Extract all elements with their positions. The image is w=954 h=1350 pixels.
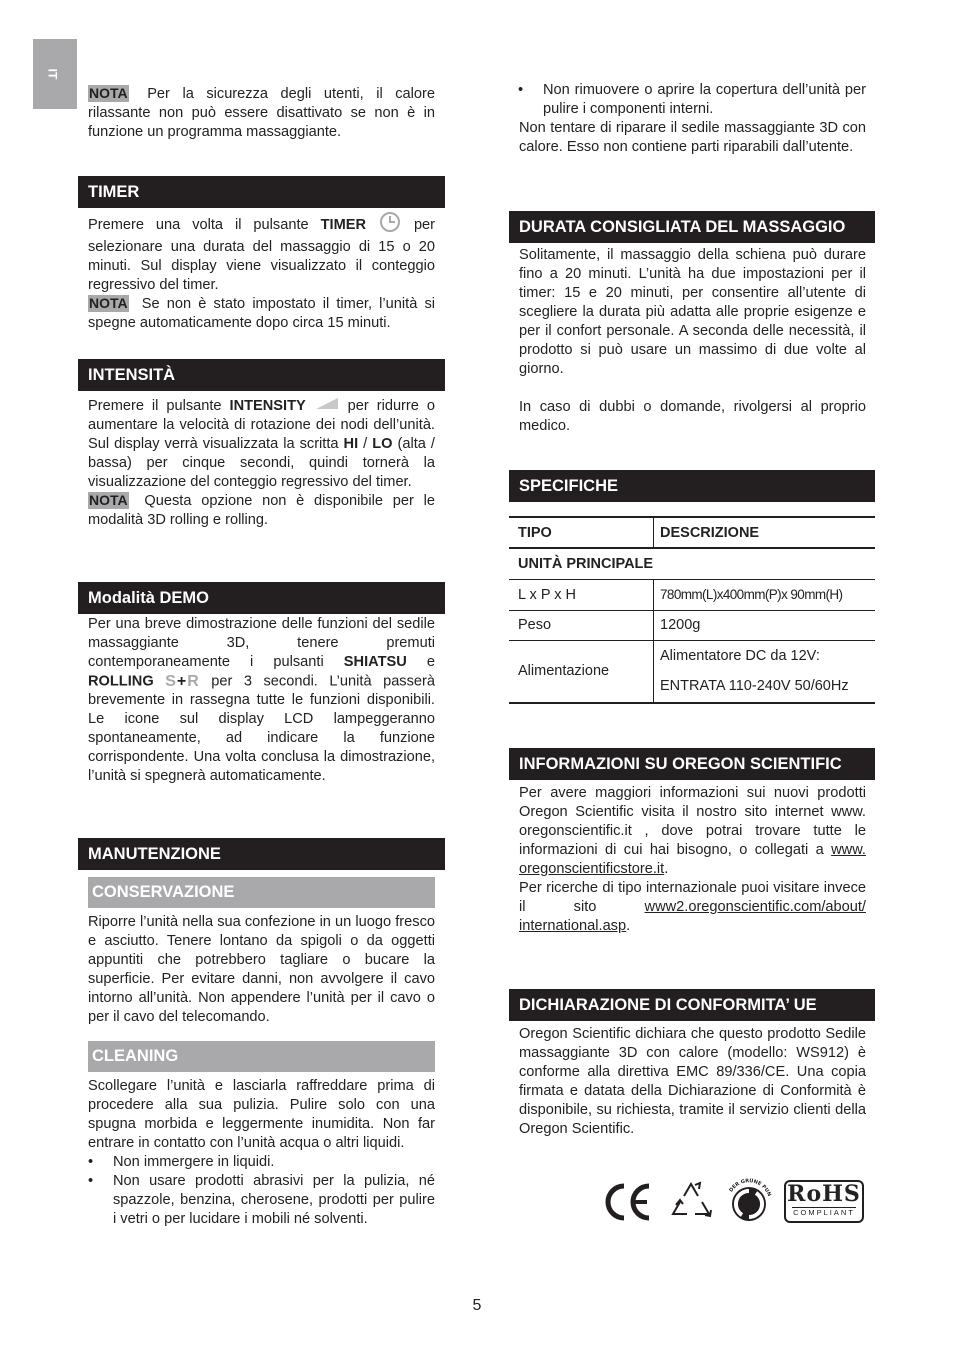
intensity-text-3: (alta / bassa) per cinque secondi, quindi tornerà la visualizzazione del conteggio regressivo del timer.: [88, 436, 435, 490]
table-group-label: UNITÀ PRINCIPALE: [509, 548, 875, 579]
gruene-punkt-caption: DER GRÜNE PUN: [728, 1178, 772, 1198]
intensity-wedge-icon: [314, 396, 340, 416]
cleaning-bullet-list: [88, 1153, 435, 1229]
nota-badge: NOTA: [89, 295, 128, 311]
intensity-button-label: INTENSITY: [229, 397, 306, 414]
section-header-durata: [509, 211, 875, 243]
section-title-specifiche: SPECIFICHE: [519, 477, 619, 495]
subtitle-conservazione: CONSERVAZIONE: [92, 883, 235, 901]
gruene-punkt-icon: [724, 1178, 774, 1226]
oregon-text-2: [519, 879, 866, 936]
page-number: 5: [472, 1297, 482, 1314]
power-line-2: ENTRATA 110-240V 50/60Hz: [660, 678, 849, 695]
subheader-conservazione: [88, 877, 435, 908]
table-row: [509, 640, 875, 703]
list-item: • Non immergere in liquidi.: [88, 1153, 435, 1172]
rohs-compliant-text: COMPLIANT: [793, 1208, 855, 1217]
demo-section: [88, 615, 435, 786]
section-title-timer: TIMER: [88, 183, 140, 201]
oregon-text-1-end: .: [664, 861, 669, 877]
oregon-international-link[interactable]: www2.oregonscientific.com/about/ international.asp: [519, 899, 866, 934]
table-header-tipo: TIPO: [509, 517, 654, 548]
timer-text: [88, 212, 435, 295]
table-row: [509, 579, 875, 610]
oregon-section: [519, 784, 866, 936]
conservazione-text: Riporre l’unità nella sua confezione in un luogo fresco e asciutto. Tenere lontano da spigoli o da oggetti appuntiti che potrebbero tagliare o bucare la superficie. Per evitare danni, non avvolgere il cavo intorno all’unità. Non appendere l’unità per il cavo o per il cavo del telecomando.: [88, 914, 435, 1025]
durata-text-1: Solitamente, il massaggio della schiena può durare fino a 20 minuti. L’unità ha due impostazioni per il timer: 15 e 20 minuti, per consentire all’utente di scegliere la durata più adatta alle proprie esigenze e per il confort personale. A seconda delle necessità, il prodotto si può usare un massimo di due volte al giorno.: [519, 247, 866, 377]
shiatsu-s-icon: S: [165, 673, 177, 690]
section-header-specifiche: [509, 470, 875, 502]
hi-lo-separator: /: [363, 436, 368, 452]
conformita-section: [519, 1025, 866, 1139]
shiatsu-label: SHIATSU: [343, 654, 407, 670]
nota-badge: NOTA: [89, 492, 128, 508]
demo-text: [88, 615, 435, 786]
hi-label: HI: [343, 436, 359, 452]
oregon-text-2-end: .: [626, 918, 631, 934]
list-item: • Non usare prodotti abrasivi per la pulizia, né spazzole, benzina, cherosene, prodotti per pulire i vetri o per lucidare i mobili né solventi.: [88, 1172, 435, 1229]
nota-heat-text: Per la sicurezza degli utenti, il calore rilassante non può essere disattivato se non è in funzione un programma massaggiante.: [88, 86, 436, 140]
language-tab: [33, 39, 77, 109]
rolling-label: ROLLING: [88, 673, 154, 690]
subtitle-cleaning: CLEANING: [92, 1047, 179, 1065]
table-row: [509, 517, 875, 548]
table-cell-label: Alimentazione: [509, 640, 654, 703]
recycle-icon: [667, 1180, 715, 1224]
section-header-oregon: [509, 748, 875, 780]
rohs-text: RoHS: [787, 1181, 861, 1207]
repair-text: Non tentare di riparare il sedile massaggiante 3D con calore. Esso non contiene parti riparabili dall’utente.: [519, 120, 866, 155]
table-cell-label: L x P x H: [509, 579, 654, 610]
cleaning-section: [88, 1077, 435, 1229]
plus-icon: +: [176, 673, 188, 690]
table-cell-value: [654, 640, 876, 703]
section-title-durata: DURATA CONSIGLIATA DEL MASSAGGIO: [519, 218, 846, 236]
section-title-oregon: INFORMAZIONI SU OREGON SCIENTIFIC: [519, 755, 842, 773]
timer-text-2: per selezionare una durata del massaggio di 15 o 20 minuti. Sul display viene visualizzato il conteggio regressivo del timer.: [88, 216, 436, 293]
oregon-text-2a: Per ricerche di tipo internazionale puoi visitare invece il sito: [519, 880, 866, 915]
rolling-r-icon: R: [187, 673, 200, 690]
timer-text-1: Premere una volta il pulsante: [88, 216, 309, 233]
spec-table: [509, 516, 875, 704]
section-title-manutenzione: MANUTENZIONE: [88, 845, 221, 863]
section-header-intensity: [78, 359, 445, 391]
section-title-intensity: INTENSITÀ: [88, 366, 176, 384]
table-cell-label: Peso: [509, 610, 654, 640]
cleaning-text: Scollegare l’unità e lasciarla raffreddare prima di procedere alla sua pulizia. Pulire solo con una spugna morbida e leggermente inumidita. Non far entrare in contatto con l’unità acqua o altri liquidi.: [88, 1078, 435, 1151]
demo-and: e: [426, 654, 435, 670]
oregon-text-1a: Per avere maggiori informazioni sui nuovi prodotti Oregon Scientific visita il nostro sito internet www. oregonscientific.it , dove potrai trovare tutte le informazioni di cui hai bisogno, o collegati a: [519, 785, 866, 858]
table-row: [509, 548, 875, 579]
timer-nota-text: Se non è stato impostato il timer, l’unità si spegne automaticamente dopo circa 15 minuti.: [88, 296, 435, 331]
demo-text-1: Per una breve dimostrazione delle funzioni del sedile massaggiante 3D, tenere premuti contemporaneamente i pulsanti: [88, 616, 435, 670]
conformita-text: Oregon Scientific dichiara che questo prodotto Sedile massaggiante 3D con calore (modello: WS912) è conforme alla direttiva EMC 89/336/CE. Una copia firmata e datata della Dichiarazione di Conformità è disponibile, su richiesta, tramite il servizio clienti della Oregon Scientific.: [519, 1026, 866, 1137]
right-bullet-list: [518, 81, 866, 119]
nota-heat: [88, 85, 435, 142]
nota-badge: NOTA: [89, 85, 128, 101]
section-header-timer: [78, 176, 445, 208]
durata-section: [519, 246, 866, 436]
intensity-nota-text: Questa opzione non è disponibile per le modalità 3D rolling e rolling.: [88, 493, 435, 528]
lo-label: LO: [372, 436, 393, 452]
maintenance-continued: [519, 81, 866, 157]
oregon-store-link[interactable]: www. oregonscientificstore.it: [519, 842, 866, 877]
durata-text-2: In caso di dubbi o domande, rivolgersi al proprio medico.: [519, 399, 866, 434]
table-cell-value: 1200g: [654, 610, 876, 640]
table-cell-value: 780mm(L)x400mm(P)x 90mm(H): [654, 579, 876, 610]
intensity-text-2: per ridurre o aumentare la velocità di rotazione dei nodi dell’unità. Sul display verrà visualizzata la scritta: [88, 397, 435, 452]
clock-icon: [378, 212, 402, 238]
section-title-conformita: DICHIARAZIONE DI CONFORMITA’ UE: [519, 996, 817, 1014]
intensity-text-1: Premere il pulsante: [88, 397, 222, 414]
table-row: [509, 610, 875, 640]
subheader-cleaning: [88, 1041, 435, 1072]
list-item: • Non rimuovere o aprire la copertura dell’unità per pulire i componenti interni.: [518, 81, 866, 119]
shiatsu-rolling-icon: [165, 672, 200, 691]
timer-button-label: TIMER: [320, 216, 366, 233]
table-header-descrizione: DESCRIZIONE: [654, 517, 876, 548]
conservazione-section: [88, 913, 435, 1027]
ce-mark-icon: [603, 1182, 653, 1222]
section-header-manutenzione: [78, 838, 445, 870]
timer-section: [88, 212, 435, 333]
rohs-logo: [784, 1180, 864, 1223]
intensity-text: [88, 396, 435, 492]
section-header-demo: [78, 582, 445, 614]
intensity-section: [88, 396, 435, 530]
power-line-1: Alimentatore DC da 12V:: [660, 648, 820, 665]
section-title-demo: Modalità DEMO: [88, 589, 210, 607]
demo-text-2: per 3 secondi. L’unità passerà brevemente in rassegna tutte le funzioni disponibili. Le icone sul display LCD lampeggeranno spontaneamente, ad indicare la funzione corrispondente. Una volta conclusa la dimostrazione, l’unità si spegnerà automaticamente.: [88, 673, 435, 785]
oregon-text-1: [519, 784, 866, 879]
section-header-conformita: [509, 989, 875, 1021]
language-tab-label: IT: [45, 68, 60, 80]
